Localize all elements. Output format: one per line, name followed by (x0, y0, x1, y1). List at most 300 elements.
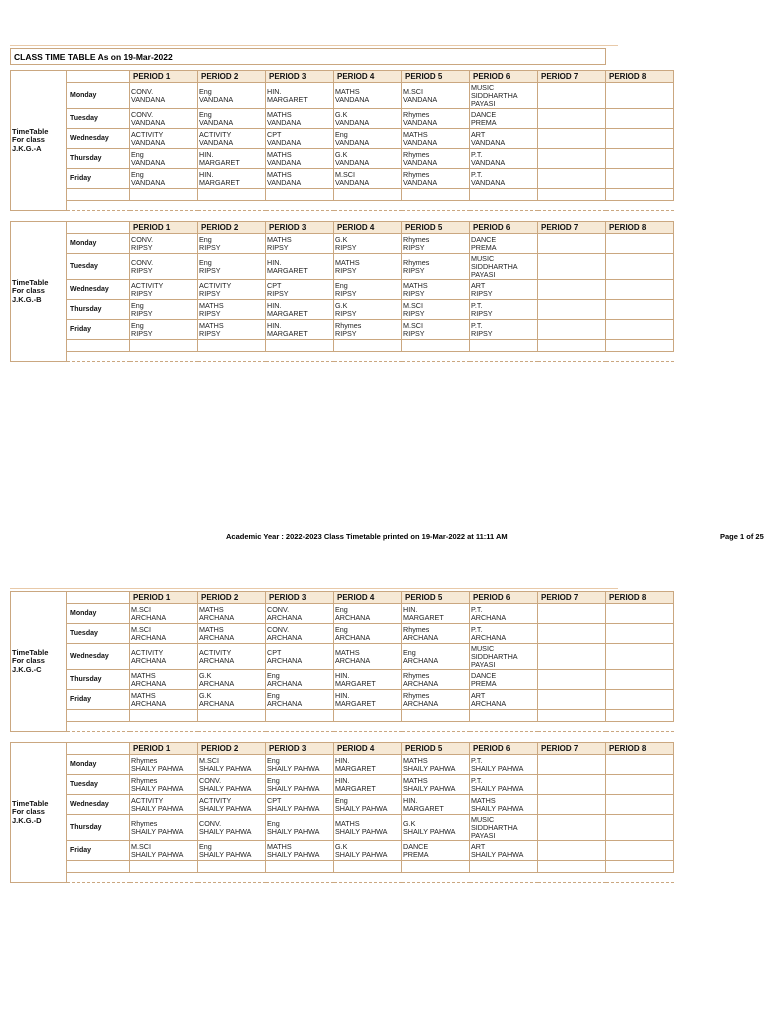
table-row (11, 624, 674, 644)
timetable-cell (606, 795, 674, 815)
teacher-text: MARGARET (403, 612, 444, 622)
teacher-text: SHAILY PAHWA (267, 763, 320, 773)
timetable-cell (538, 795, 606, 815)
class-label-line: TimeTable (12, 798, 49, 808)
day-label: Friday (67, 841, 130, 861)
subject-text: Rhymes (403, 149, 430, 159)
teacher-text: SIDDHARTHA (471, 90, 518, 100)
class-label-line: J.K.G.-C (12, 664, 42, 674)
empty-cell (266, 710, 334, 722)
period-header-4: PERIOD 4 (334, 71, 402, 83)
class-label-line: J.K.G.-D (12, 815, 42, 825)
timetable-cell (198, 670, 266, 690)
subject-text: HIN. (267, 257, 282, 267)
timetable-table (10, 591, 674, 732)
timetable-cell (130, 300, 198, 320)
subject-text: ART (471, 841, 486, 851)
subject-text: DANCE (403, 841, 429, 851)
period-header-8: PERIOD 8 (606, 71, 674, 83)
timetable-cell (130, 604, 198, 624)
subject-text: CPT (267, 647, 282, 657)
timetable-cell (266, 690, 334, 710)
timetable-cell (198, 254, 266, 280)
teacher-text: RIPSY (335, 308, 357, 318)
timetable-cell (198, 644, 266, 670)
teacher-text: PREMA (471, 117, 497, 127)
timetable-cell (130, 644, 198, 670)
empty-cell (470, 710, 538, 722)
teacher-text: VANDANA (267, 177, 302, 187)
teacher-text: SHAILY PAHWA (403, 826, 456, 836)
separator-cell (67, 873, 130, 883)
timetable-cell (538, 109, 606, 129)
teacher-text: PREMA (403, 849, 429, 859)
teacher-text: MARGARET (335, 678, 376, 688)
subject-text: Eng (335, 280, 348, 290)
timetable-cell (470, 841, 538, 861)
timetable-cell (402, 169, 470, 189)
timetable-cell (606, 109, 674, 129)
teacher-text: VANDANA (335, 137, 370, 147)
timetable-cell (470, 755, 538, 775)
timetable-cell (606, 690, 674, 710)
timetable-cell (334, 129, 402, 149)
timetable-cell (538, 320, 606, 340)
teacher-text: ARCHANA (267, 612, 303, 622)
timetable-cell (470, 83, 538, 109)
teacher-text: SHAILY PAHWA (131, 763, 184, 773)
timetable-cell (198, 280, 266, 300)
timetable-cell (334, 604, 402, 624)
timetable-cell (606, 841, 674, 861)
timetable-cell (538, 300, 606, 320)
class-label (11, 592, 67, 732)
class-label-line: TimeTable (12, 277, 49, 287)
teacher-text: RIPSY (335, 328, 357, 338)
subject-text: MATHS (199, 320, 224, 330)
subject-text: G.K (199, 690, 212, 700)
timetable-cell (538, 815, 606, 841)
timetable-cell (470, 149, 538, 169)
timetable-cell (130, 280, 198, 300)
period-header-5: PERIOD 5 (402, 222, 470, 234)
subject-text: Rhymes (403, 624, 430, 634)
timetable-cell (402, 320, 470, 340)
teacher-text: MARGARET (199, 157, 240, 167)
teacher-text: ARCHANA (403, 698, 439, 708)
period-header-3: PERIOD 3 (266, 592, 334, 604)
subject-text: Rhymes (131, 775, 158, 785)
timetable-cell (266, 795, 334, 815)
subject-text: M.SCI (131, 841, 151, 851)
empty-cell (334, 340, 402, 352)
empty-cell (402, 189, 470, 201)
subject-text: MATHS (267, 169, 292, 179)
top-rule (10, 45, 618, 46)
timetable-cell (402, 83, 470, 109)
day-label: Monday (67, 234, 130, 254)
timetable-cell (266, 815, 334, 841)
subject-text: CPT (267, 129, 282, 139)
day-label: Tuesday (67, 624, 130, 644)
teacher-text: RIPSY (131, 242, 153, 252)
timetable-cell (334, 670, 402, 690)
teacher-text: MARGARET (267, 265, 308, 275)
table-row (11, 169, 674, 189)
teacher-text: SHAILY PAHWA (471, 783, 524, 793)
separator-cell (470, 352, 538, 362)
subject-text: CPT (267, 795, 282, 805)
class-label-line: For class (12, 135, 45, 145)
timetable-cell (266, 755, 334, 775)
subject-text: CONV. (131, 109, 154, 119)
empty-cell (266, 189, 334, 201)
teacher-text: VANDANA (267, 157, 302, 167)
empty-cell (198, 861, 266, 873)
teacher-text: ARCHANA (403, 632, 439, 642)
timetable-cell (266, 604, 334, 624)
subject-text: HIN. (199, 149, 214, 159)
teacher-text: ARCHANA (131, 612, 167, 622)
period-header-6: PERIOD 6 (470, 222, 538, 234)
teacher-text: SHAILY PAHWA (471, 849, 524, 859)
empty-cell (130, 189, 198, 201)
timetable-cell (470, 775, 538, 795)
teacher-text: SHAILY PAHWA (131, 849, 184, 859)
period-header-1: PERIOD 1 (130, 743, 198, 755)
timetable-cell (198, 129, 266, 149)
empty-cell (67, 861, 130, 873)
subject-text: HIN. (199, 169, 214, 179)
timetable-cell (266, 300, 334, 320)
timetable-cell (266, 670, 334, 690)
timetable-cell (402, 624, 470, 644)
timetable-cell (470, 670, 538, 690)
teacher-text: RIPSY (199, 242, 221, 252)
separator-cell (266, 201, 334, 211)
period-header-6: PERIOD 6 (470, 592, 538, 604)
teacher-text: RIPSY (131, 328, 153, 338)
timetable-cell (266, 149, 334, 169)
teacher-text: VANDANA (403, 157, 438, 167)
subject-text: HIN. (335, 690, 350, 700)
timetable-cell (334, 149, 402, 169)
table-row (11, 644, 674, 670)
teacher-text: PAYASI (471, 659, 496, 669)
timetable-cell (402, 775, 470, 795)
subject-text: MATHS (403, 129, 428, 139)
teacher-text: ARCHANA (199, 612, 235, 622)
subject-text: Eng (199, 86, 212, 96)
teacher-text: VANDANA (335, 117, 370, 127)
timetable-cell (606, 624, 674, 644)
subject-text: HIN. (267, 300, 282, 310)
timetable-cell (402, 644, 470, 670)
table-row (11, 604, 674, 624)
teacher-text: MARGARET (403, 803, 444, 813)
teacher-text: PAYASI (471, 269, 496, 279)
teacher-text: RIPSY (335, 265, 357, 275)
timetable-cell (538, 775, 606, 795)
teacher-text: VANDANA (471, 177, 506, 187)
subject-text: ACTIVITY (199, 129, 232, 139)
teacher-text: VANDANA (335, 94, 370, 104)
timetable-cell (538, 149, 606, 169)
timetable-cell (470, 815, 538, 841)
timetable-cell (198, 815, 266, 841)
table-row (11, 690, 674, 710)
empty-cell (538, 340, 606, 352)
timetable-block-jkg-b (10, 221, 674, 362)
teacher-text: SHAILY PAHWA (267, 783, 320, 793)
teacher-text: SHAILY PAHWA (199, 849, 252, 859)
day-label: Tuesday (67, 775, 130, 795)
subject-text: MATHS (471, 795, 496, 805)
empty-cell (130, 861, 198, 873)
teacher-text: SHAILY PAHWA (267, 849, 320, 859)
subject-text: Eng (335, 624, 348, 634)
subject-text: P.T. (471, 300, 483, 310)
subject-text: Eng (267, 755, 280, 765)
timetable-cell (606, 755, 674, 775)
teacher-text: ARCHANA (199, 698, 235, 708)
teacher-text: SIDDHARTHA (471, 822, 518, 832)
day-label: Monday (67, 755, 130, 775)
empty-cell (266, 340, 334, 352)
teacher-text: ARCHANA (131, 632, 167, 642)
teacher-text: RIPSY (199, 308, 221, 318)
subject-text: Eng (199, 234, 212, 244)
timetable-cell (130, 670, 198, 690)
timetable-cell (538, 234, 606, 254)
period-header-1: PERIOD 1 (130, 222, 198, 234)
subject-text: Rhymes (335, 320, 362, 330)
teacher-text: ARCHANA (267, 655, 303, 665)
timetable-cell (606, 234, 674, 254)
timetable-cell (130, 690, 198, 710)
separator-cell (130, 873, 198, 883)
teacher-text: PREMA (471, 678, 497, 688)
timetable-cell (266, 83, 334, 109)
table-row (11, 841, 674, 861)
separator-cell (470, 201, 538, 211)
subject-text: ACTIVITY (131, 795, 164, 805)
class-label-line: J.K.G.-A (12, 143, 42, 153)
timetable-cell (334, 644, 402, 670)
teacher-text: ARCHANA (403, 655, 439, 665)
subject-text: MATHS (199, 624, 224, 634)
timetable-cell (334, 690, 402, 710)
timetable-cell (402, 815, 470, 841)
day-label: Friday (67, 320, 130, 340)
separator-cell (198, 722, 266, 732)
timetable-cell (470, 624, 538, 644)
timetable-cell (606, 129, 674, 149)
subject-text: MUSIC (471, 82, 495, 92)
subject-text: Eng (199, 109, 212, 119)
day-label: Friday (67, 690, 130, 710)
period-header-2: PERIOD 2 (198, 222, 266, 234)
timetable-cell (266, 234, 334, 254)
subject-text: HIN. (403, 604, 418, 614)
timetable-cell (198, 775, 266, 795)
subject-text: G.K (335, 300, 348, 310)
subject-text: G.K (335, 234, 348, 244)
timetable-cell (198, 149, 266, 169)
day-label: Wednesday (67, 129, 130, 149)
day-label: Tuesday (67, 254, 130, 280)
timetable-cell (538, 254, 606, 280)
teacher-text: SHAILY PAHWA (131, 803, 184, 813)
period-header-2: PERIOD 2 (198, 592, 266, 604)
timetable-cell (402, 690, 470, 710)
teacher-text: VANDANA (335, 177, 370, 187)
teacher-text: VANDANA (403, 137, 438, 147)
teacher-text: SHAILY PAHWA (199, 783, 252, 793)
timetable-block-jkg-a (10, 70, 674, 211)
timetable-cell (266, 129, 334, 149)
teacher-text: MARGARET (267, 94, 308, 104)
day-label: Thursday (67, 149, 130, 169)
period-header-3: PERIOD 3 (266, 222, 334, 234)
timetable-cell (606, 83, 674, 109)
subject-text: Eng (267, 775, 280, 785)
empty-cell (198, 189, 266, 201)
timetable-cell (606, 644, 674, 670)
timetable-cell (606, 149, 674, 169)
teacher-text: SHAILY PAHWA (267, 803, 320, 813)
teacher-text: SHAILY PAHWA (471, 763, 524, 773)
teacher-text: MARGARET (335, 698, 376, 708)
timetable-table (10, 70, 674, 211)
timetable-cell (130, 841, 198, 861)
day-label: Monday (67, 604, 130, 624)
timetable-cell (470, 795, 538, 815)
timetable-cell (130, 624, 198, 644)
subject-text: MATHS (403, 775, 428, 785)
period-header-1: PERIOD 1 (130, 592, 198, 604)
page-title: CLASS TIME TABLE As on 19-Mar-2022 (10, 48, 606, 65)
teacher-text: VANDANA (131, 94, 166, 104)
table-row (11, 149, 674, 169)
timetable-cell (470, 280, 538, 300)
subject-text: HIN. (335, 775, 350, 785)
subject-text: M.SCI (403, 320, 423, 330)
footer-page-number: Page 1 of 25 (720, 532, 764, 541)
timetable-cell (130, 234, 198, 254)
subject-text: Eng (131, 169, 144, 179)
teacher-text: MARGARET (335, 763, 376, 773)
subject-text: MATHS (335, 257, 360, 267)
teacher-text: SHAILY PAHWA (131, 783, 184, 793)
subject-text: Eng (131, 149, 144, 159)
teacher-text: RIPSY (131, 265, 153, 275)
class-label-line: TimeTable (12, 126, 49, 136)
timetable-cell (470, 690, 538, 710)
timetable-cell (198, 300, 266, 320)
subject-text: Eng (335, 129, 348, 139)
timetable-cell (130, 775, 198, 795)
day-label: Thursday (67, 670, 130, 690)
separator-cell (402, 352, 470, 362)
timetable-table (10, 221, 674, 362)
day-label: Thursday (67, 300, 130, 320)
teacher-text: ARCHANA (199, 678, 235, 688)
teacher-text: SHAILY PAHWA (335, 803, 388, 813)
timetable-cell (266, 624, 334, 644)
timetable-cell (606, 169, 674, 189)
timetable-cell (402, 795, 470, 815)
subject-text: MATHS (335, 647, 360, 657)
subject-text: Rhymes (403, 690, 430, 700)
subject-text: ART (471, 690, 486, 700)
teacher-text: MARGARET (267, 308, 308, 318)
teacher-text: ARCHANA (335, 655, 371, 665)
timetable-cell (198, 690, 266, 710)
timetable-cell (470, 234, 538, 254)
teacher-text: SHAILY PAHWA (335, 826, 388, 836)
timetable-cell (538, 129, 606, 149)
subject-text: HIN. (335, 670, 350, 680)
subject-text: ACTIVITY (131, 280, 164, 290)
header-corner (67, 71, 130, 83)
timetable-cell (538, 690, 606, 710)
subject-text: ART (471, 280, 486, 290)
empty-cell (538, 189, 606, 201)
period-header-1: PERIOD 1 (130, 71, 198, 83)
teacher-text: VANDANA (199, 94, 234, 104)
empty-cell (470, 340, 538, 352)
teacher-text: RIPSY (403, 242, 425, 252)
subject-text: Eng (199, 841, 212, 851)
timetable-cell (606, 670, 674, 690)
table-row (11, 795, 674, 815)
teacher-text: RIPSY (335, 288, 357, 298)
timetable-cell (402, 604, 470, 624)
subject-text: ACTIVITY (131, 647, 164, 657)
table-row (11, 775, 674, 795)
subject-text: MATHS (267, 109, 292, 119)
timetable-cell (538, 644, 606, 670)
period-header-8: PERIOD 8 (606, 222, 674, 234)
teacher-text: SIDDHARTHA (471, 651, 518, 661)
timetable-cell (470, 604, 538, 624)
teacher-text: SHAILY PAHWA (199, 803, 252, 813)
period-header-8: PERIOD 8 (606, 592, 674, 604)
subject-text: MUSIC (471, 814, 495, 824)
teacher-text: RIPSY (471, 308, 493, 318)
timetable-cell (334, 624, 402, 644)
subject-text: MATHS (335, 86, 360, 96)
table-row (11, 234, 674, 254)
empty-cell (334, 710, 402, 722)
timetable-cell (606, 300, 674, 320)
class-label-line: For class (12, 807, 45, 817)
period-header-4: PERIOD 4 (334, 592, 402, 604)
separator-cell (606, 873, 674, 883)
period-header-7: PERIOD 7 (538, 592, 606, 604)
subject-text: P.T. (471, 320, 483, 330)
timetable-cell (130, 129, 198, 149)
day-label: Friday (67, 169, 130, 189)
teacher-text: RIPSY (131, 288, 153, 298)
timetable-cell (402, 755, 470, 775)
empty-cell (67, 189, 130, 201)
teacher-text: RIPSY (335, 242, 357, 252)
class-label-line: TimeTable (12, 647, 49, 657)
teacher-text: VANDANA (403, 94, 438, 104)
teacher-text: RIPSY (403, 328, 425, 338)
